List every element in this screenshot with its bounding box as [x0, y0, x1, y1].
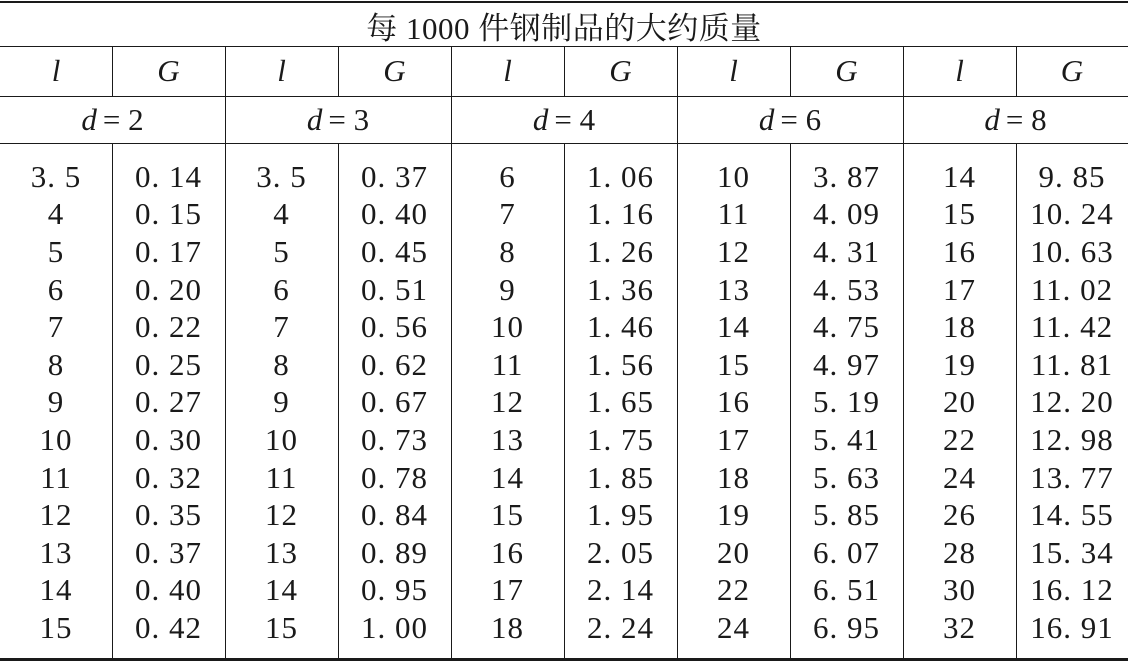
mass-value: 0. 95: [361, 572, 428, 608]
column-header-l: l: [277, 53, 286, 88]
length-value: 15: [39, 609, 73, 645]
mass-value: 12. 20: [1030, 384, 1114, 420]
length-value: 16: [943, 233, 976, 269]
length-value: 11: [40, 459, 72, 495]
mass-value: 0. 89: [361, 534, 428, 570]
length-value: 10: [39, 421, 73, 457]
mass-value: 1. 26: [587, 233, 654, 269]
mass-value: 4. 09: [813, 196, 880, 232]
mass-value: 12. 98: [1030, 421, 1114, 457]
mass-value: 0. 62: [361, 346, 428, 382]
mass-value: 0. 51: [361, 271, 428, 307]
length-value: 6: [47, 271, 65, 307]
column-header-l: l: [51, 53, 61, 88]
length-value: 15: [491, 497, 524, 533]
length-value: 10: [491, 309, 524, 345]
length-value: 7: [499, 196, 516, 232]
mass-value: 9. 85: [1038, 158, 1106, 194]
mass-value: 16. 91: [1030, 609, 1114, 645]
mass-value: 4. 97: [813, 346, 880, 382]
column-header-G: G: [835, 53, 858, 88]
column-header-l: l: [503, 53, 512, 88]
diameter-label: [451, 96, 677, 143]
diameter-variable: d: [532, 101, 549, 137]
mass-value: 15. 34: [1030, 534, 1114, 570]
length-value: 3. 5: [256, 158, 307, 194]
column-header-G: G: [157, 53, 180, 88]
mass-value: 1. 75: [587, 421, 654, 457]
length-value: 19: [717, 497, 750, 533]
mass-value: 0. 78: [361, 459, 428, 495]
mass-value: 11. 02: [1030, 271, 1114, 307]
mass-value: 0. 20: [135, 271, 202, 307]
length-value: 13: [265, 534, 298, 570]
diameter-variable: d: [81, 101, 97, 137]
mass-value: 0. 84: [361, 497, 428, 533]
diameter-value: = 6: [780, 101, 822, 137]
mass-value: 0. 42: [135, 609, 202, 645]
mass-value: 4. 75: [813, 309, 880, 345]
length-value: 28: [943, 534, 976, 570]
length-value: 22: [717, 572, 750, 608]
length-value: 14: [491, 459, 524, 495]
diameter-label: [0, 96, 225, 143]
diameter-value: = 3: [328, 101, 370, 137]
mass-value: 5. 85: [813, 497, 880, 533]
diameter-label: [225, 96, 451, 143]
mass-value: 13. 77: [1030, 459, 1114, 495]
mass-value: 14. 55: [1030, 497, 1114, 533]
mass-value: 5. 63: [813, 459, 880, 495]
mass-value: 4. 53: [813, 271, 880, 307]
length-value: 22: [943, 421, 976, 457]
mass-value: 0. 56: [361, 309, 428, 345]
diameter-label: [903, 96, 1128, 143]
length-value: 17: [943, 271, 976, 307]
mass-value: 0. 37: [135, 534, 202, 570]
mass-value: 0. 73: [361, 421, 428, 457]
mass-value: 1. 95: [587, 497, 654, 533]
mass-value: 16. 12: [1030, 572, 1114, 608]
length-value: 7: [47, 309, 65, 345]
length-value: 6: [273, 271, 290, 307]
mass-value: 0. 35: [135, 497, 202, 533]
mass-value: 1. 16: [587, 196, 654, 232]
length-value: 14: [717, 309, 750, 345]
mass-value: 1. 46: [587, 309, 654, 345]
diameter-value: = 4: [554, 101, 596, 137]
length-value: 13: [717, 271, 750, 307]
column-header-l: l: [955, 53, 964, 88]
length-value: 24: [943, 459, 976, 495]
column-header-G: G: [609, 53, 632, 88]
mass-value: 1. 00: [361, 609, 428, 645]
length-value: 24: [717, 609, 750, 645]
length-value: 12: [717, 233, 750, 269]
length-value: 3. 5: [30, 158, 82, 194]
length-value: 11: [265, 459, 298, 495]
mass-value: 6. 95: [813, 609, 880, 645]
bottom-rule: [0, 658, 1128, 661]
mass-value: 2. 05: [587, 534, 654, 570]
mass-value: 0. 30: [135, 421, 202, 457]
length-value: 9: [47, 384, 65, 420]
length-value: 12: [491, 384, 524, 420]
length-value: 9: [499, 271, 516, 307]
table-title: 每 1000 件钢制品的大约质量: [366, 10, 762, 46]
length-value: 30: [943, 572, 976, 608]
length-value: 12: [265, 497, 298, 533]
diameter-variable: d: [984, 101, 1000, 137]
length-value: 18: [943, 309, 976, 345]
mass-value: 2. 24: [587, 609, 654, 645]
length-value: 16: [491, 534, 524, 570]
diameter-label: [677, 96, 903, 143]
length-value: 18: [717, 459, 750, 495]
diameter-variable: d: [306, 101, 323, 137]
length-value: 11: [717, 196, 750, 232]
mass-value: 11. 81: [1030, 346, 1114, 382]
mass-value: 0. 32: [135, 459, 202, 495]
mass-value: 0. 45: [361, 233, 428, 269]
mass-value: 1. 06: [587, 158, 654, 194]
length-value: 15: [717, 346, 750, 382]
length-value: 14: [265, 572, 298, 608]
length-value: 10: [265, 421, 298, 457]
mass-value: 0. 37: [361, 158, 428, 194]
mass-value: 1. 36: [587, 271, 654, 307]
mass-value: 6. 51: [813, 572, 880, 608]
diameter-value: = 8: [1005, 101, 1047, 137]
mass-value: 11. 42: [1030, 309, 1114, 345]
length-value: 18: [491, 609, 524, 645]
mass-value: 0. 27: [135, 384, 202, 420]
length-value: 15: [943, 196, 976, 232]
diameter-variable: d: [758, 101, 775, 137]
length-value: 20: [717, 534, 750, 570]
mass-value: 6. 07: [813, 534, 880, 570]
length-value: 8: [499, 233, 516, 269]
mass-value: 1. 85: [587, 459, 654, 495]
mass-value: 0. 25: [135, 346, 202, 382]
length-value: 14: [39, 572, 73, 608]
length-value: 32: [943, 609, 976, 645]
length-value: 8: [47, 346, 65, 382]
mass-value: 1. 65: [587, 384, 654, 420]
length-value: 4: [273, 196, 290, 232]
column-header-G: G: [383, 53, 406, 88]
length-value: 16: [717, 384, 750, 420]
mass-value: 5. 19: [813, 384, 880, 420]
length-value: 7: [273, 309, 290, 345]
mass-value: 2. 14: [587, 572, 654, 608]
length-value: 26: [943, 497, 976, 533]
column-header-G: G: [1060, 53, 1084, 88]
length-value: 5: [273, 233, 290, 269]
length-value: 12: [39, 497, 73, 533]
mass-value: 10. 63: [1030, 233, 1114, 269]
mass-value: 10. 24: [1030, 196, 1114, 232]
mass-value: 0. 17: [135, 233, 202, 269]
diameter-value: = 2: [102, 101, 144, 137]
mass-value: 0. 22: [135, 309, 202, 345]
length-value: 17: [717, 421, 750, 457]
length-value: 9: [273, 384, 290, 420]
length-value: 13: [491, 421, 524, 457]
length-value: 15: [265, 609, 298, 645]
mass-value: 0. 40: [361, 196, 428, 232]
column-header-l: l: [729, 53, 738, 88]
length-value: 17: [491, 572, 524, 608]
length-value: 8: [273, 346, 290, 382]
mass-value: 0. 15: [135, 196, 202, 232]
mass-value: 0. 67: [361, 384, 428, 420]
mass-value: 1. 56: [587, 346, 654, 382]
mass-value: 4. 31: [813, 233, 880, 269]
mass-value: 0. 40: [135, 572, 202, 608]
length-value: 19: [943, 346, 976, 382]
length-value: 4: [47, 196, 65, 232]
length-value: 13: [39, 534, 73, 570]
mass-value: 3. 87: [813, 158, 880, 194]
length-value: 14: [943, 158, 976, 194]
length-value: 6: [499, 158, 516, 194]
length-value: 11: [491, 346, 524, 382]
length-value: 5: [47, 233, 65, 269]
mass-value: 5. 41: [813, 421, 880, 457]
mass-value: 0. 14: [135, 158, 202, 194]
length-value: 20: [943, 384, 976, 420]
length-value: 10: [717, 158, 750, 194]
